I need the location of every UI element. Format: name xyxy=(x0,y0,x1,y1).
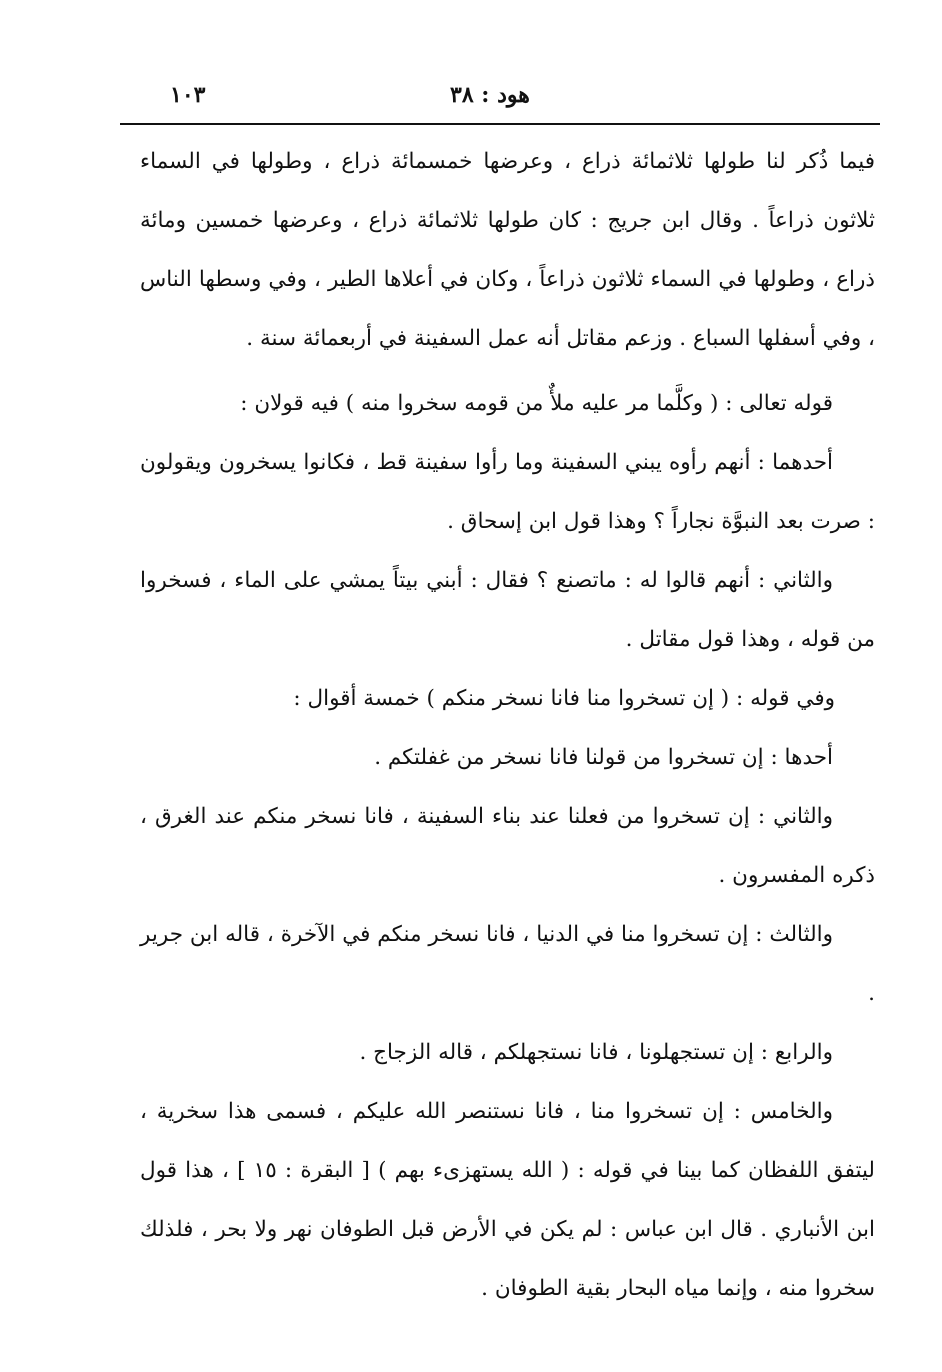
surah-verse-reference: هود : ٣٨ xyxy=(450,82,530,108)
paragraph-saying-two: والثاني : إن تسخروا من فعلنا عند بناء السفينة ، فانا نسخر منكم عند الغرق ، ذكره المفسرون . xyxy=(140,804,875,888)
paragraph-verse-quote: قوله تعالى : ( وكلَّما مر عليه ملأٌ من قومه سخروا منه ) فيه قولان : xyxy=(240,391,833,416)
paragraph-ark-dimensions: فيما ذُكر لنا طولها ثلاثمائة ذراع ، وعرضها خمسمائة ذراع ، وطولها في السماء ثلاثون ذراعاً . وقال ابن جريج : كان طولها ثلاثمائة ذراع ، وعرضها خمسين ومائة ذراع ، وطولها في السماء ثلاثون ذراعاً ، وكان في أعلاها الطير ، وفي وسطها الناس ، وفي أسفلها السباع . وزعم مقاتل أنه عمل السفينة في أربعمائة سنة . xyxy=(140,149,875,351)
paragraph-saying-five: والخامس : إن تسخروا منا ، فانا نستنصر الله عليكم ، فسمى هذا سخرية ، ليتفق اللفظان كما بينا في قوله : ( الله يستهزىء بهم ) [ البقرة : ١٥ ] ، هذا قول ابن الأنباري . قال ابن عباس : لم يكن في الأرض قبل الطوفان نهر ولا بحر ، فلذلك سخروا منه ، وإنما مياه البحار بقية الطوفان . xyxy=(140,1099,875,1301)
paragraph-five-sayings: وفي قوله : ( إن تسخروا منا فانا نسخر منكم ) خمسة أقوال : xyxy=(293,686,835,711)
paragraph-saying-four: والرابع : إن تستجهلونا ، فانا نستجهلكم ، قاله الزجاج . xyxy=(359,1040,833,1065)
header-divider xyxy=(120,123,880,125)
paragraph-second-opinion: والثاني : أنهم قالوا له : ماتصنع ؟ فقال : أبني بيتاً يمشي على الماء ، فسخروا من قوله ، وهذا قول مقاتل . xyxy=(140,568,875,652)
paragraph-first-opinion: أحدهما : أنهم رأوه يبني السفينة وما رأوا سفينة قط ، فكانوا يسخرون ويقولون : صرت بعد النبوَّة نجاراً ؟ وهذا قول ابن إسحاق . xyxy=(140,450,875,534)
commentary-body xyxy=(140,132,875,1318)
running-header xyxy=(120,70,880,120)
paragraph-saying-one: أحدها : إن تسخروا من قولنا فانا نسخر من غفلتكم . xyxy=(374,745,833,770)
page-number: ١٠٣ xyxy=(170,82,206,108)
paragraph-saying-three: والثالث : إن تسخروا منا في الدنيا ، فانا نسخر منكم في الآخرة ، قاله ابن جرير . xyxy=(140,922,875,1006)
